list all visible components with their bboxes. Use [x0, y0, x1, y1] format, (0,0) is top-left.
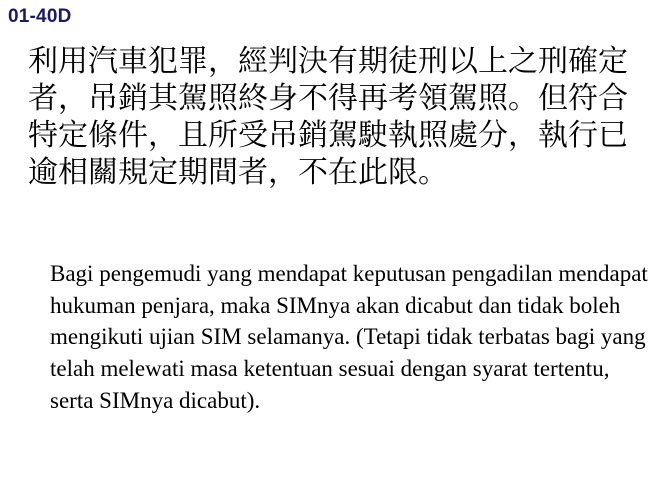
translation-paragraph: Bagi pengemudi yang mendapat keputusan pengadilan mendapat hukuman penjara, maka SIMnya akan dicabut dan tidak boleh mengikuti ujian SIM selamanya. (Tetapi tidak terbatas bagi yang telah melewati masa ketentuan sesuai dengan syarat tertentu, serta SIMnya dicabut). — [50, 261, 648, 413]
translation-text-block — [50, 258, 650, 417]
cjk-paragraph: 利用汽車犯罪，經判決有期徒刑以上之刑確定者，吊銷其駕照終身不得再考領駕照。但符合特定條件，且所受吊銷駕駛執照處分，執行已逾相關規定期間者，不在此限。 — [28, 44, 628, 190]
slide-id-label: 01-40D — [8, 6, 72, 27]
primary-text-block — [28, 44, 652, 192]
